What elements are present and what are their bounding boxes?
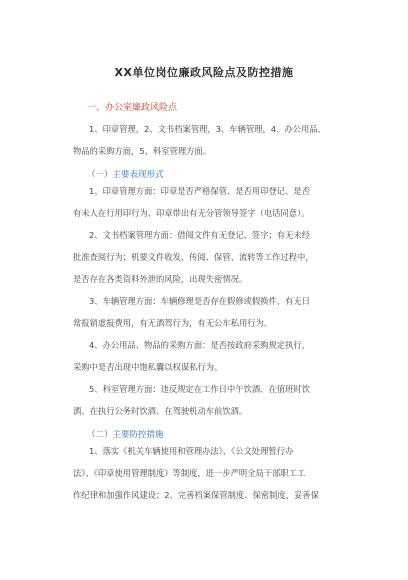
document-title: XX单位岗位廉政风险点及防控措施 bbox=[114, 66, 294, 79]
paragraph-line: 作纪律和加强作风建设；2、完善档案保管制度、保密制度，妥善保 bbox=[73, 490, 319, 500]
paragraph-vehicle-management bbox=[73, 290, 353, 334]
paragraph-seal-management bbox=[73, 180, 353, 224]
subheading-prevention-measures: （二）主要防控措施 bbox=[87, 430, 164, 440]
paragraph-line: 1、落实《机关车辆使用和管理办法》、《公文处理暂行办 bbox=[89, 446, 294, 456]
intro-paragraph bbox=[73, 118, 353, 162]
paragraph-line: 5、科室管理方面：违反规定在工作日中午饮酒、在值班时饮 bbox=[89, 384, 310, 394]
paragraph-line: 有未人在行用印行为、印章带出有无分管领导签字（电话同意）。 bbox=[73, 208, 310, 218]
paragraph-line: 4、办公用品、物品的采购方面：是否按政府采购规定执行， bbox=[89, 340, 310, 350]
paragraph-line: 酒、在执行公务时饮酒、在驾驶机动车前饮酒。 bbox=[73, 406, 248, 416]
subheading-manifestations: （一）主要表现形式 bbox=[87, 170, 164, 180]
paragraph-line: 物品的采购方面，5、科室管理方面。 bbox=[73, 146, 212, 156]
paragraph-line: 批准查阅行为；机要文件收发、传阅、保管、流转等工作过程中， bbox=[73, 252, 314, 262]
paragraph-line: 常报销虚报费用，有无酒驾行为，有无公车私用行为。 bbox=[73, 318, 273, 328]
section-heading-office-risks: 一、办公室廉政风险点 bbox=[87, 103, 178, 113]
paragraph-procurement bbox=[73, 334, 353, 378]
paragraph-line: 1、印章管理方面：印章是否严格保管、是否用印登记、是否 bbox=[89, 186, 310, 196]
paragraph-line: 1、印章管理，2、文书档案管理，3、车辆管理，4、办公用品、 bbox=[89, 124, 326, 134]
paragraph-archive-management bbox=[73, 224, 353, 290]
paragraph-line: 是否存在各类资料外泄的风险，出现失密情况。 bbox=[73, 274, 248, 284]
paragraph-prevention-measures bbox=[73, 440, 353, 506]
paragraph-line: 采购中是否出现中饱私囊以权谋私行为。 bbox=[73, 362, 223, 372]
paragraph-line: 2、文书档案管理方面：借阅文件有无登记、签字；有无未经 bbox=[89, 230, 310, 240]
paragraph-office-management bbox=[73, 378, 353, 422]
paragraph-line: 3、车辆管理方面：车辆修理是否存在假修或假换件，有无日 bbox=[89, 296, 310, 306]
paragraph-line: 法》、《印章使用管理制度》等制度，进一步严明全局干部职工工 bbox=[73, 468, 306, 478]
